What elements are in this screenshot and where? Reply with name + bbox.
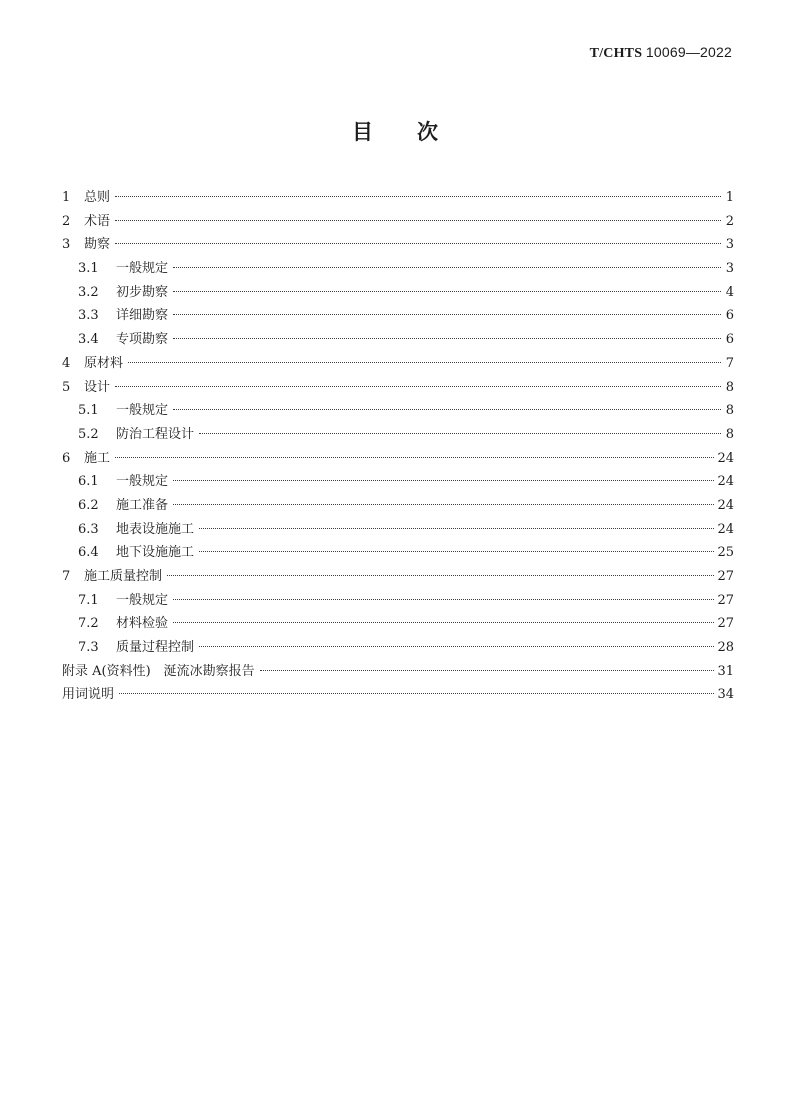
- toc-dot-leader: [173, 480, 714, 481]
- toc-entry-number: 6.4: [78, 545, 99, 561]
- toc-entry-title: 原材料: [84, 355, 124, 371]
- toc-entry-title: 一般规定: [116, 592, 169, 608]
- toc-entry[interactable]: [62, 257, 734, 281]
- toc-entry[interactable]: [62, 423, 734, 447]
- toc-entry-page: 8: [725, 426, 734, 442]
- toc-entry-title: 施工质量控制: [84, 569, 163, 584]
- toc-entry[interactable]: [62, 518, 734, 542]
- toc-entry[interactable]: [62, 494, 734, 518]
- toc-entry-title: 初步勘察: [116, 284, 169, 300]
- toc-entry-number: 7.2: [78, 616, 99, 632]
- toc-entry-number: 1: [62, 190, 71, 205]
- toc-entry[interactable]: [62, 328, 734, 352]
- toc-dot-leader: [173, 291, 721, 292]
- toc-entry-title: 勘察: [84, 237, 111, 253]
- toc-entry-number: 5: [62, 379, 71, 395]
- toc-entry-page: 24: [717, 497, 734, 513]
- toc-entry-title: 附录 A(资料性) 涎流冰勘察报告: [62, 663, 255, 679]
- toc-entry[interactable]: [62, 612, 734, 636]
- toc-entry-page: 25: [717, 545, 734, 561]
- toc-entry-page: 8: [725, 403, 734, 419]
- toc-dot-leader: [128, 362, 721, 363]
- toc-entry-number: 3.4: [78, 332, 99, 348]
- toc-entry-page: 27: [717, 616, 734, 632]
- toc-entry[interactable]: [62, 660, 734, 684]
- toc-title: 目次: [352, 120, 482, 144]
- toc-entry-title: 一般规定: [116, 403, 169, 419]
- toc-entry-page: 24: [717, 521, 734, 537]
- toc-dot-leader: [260, 670, 715, 671]
- toc-entry[interactable]: [62, 589, 734, 613]
- toc-entry-number: 5.2: [78, 426, 99, 442]
- toc-dot-leader: [199, 551, 714, 552]
- toc-dot-leader: [167, 575, 714, 576]
- toc-entry-page: 27: [717, 569, 734, 584]
- toc-entry-number: 6.3: [78, 521, 99, 537]
- toc-entry[interactable]: [62, 636, 734, 660]
- toc-entry-title: 一般规定: [116, 474, 169, 490]
- toc-entry-number: 3.1: [78, 261, 99, 277]
- toc-entry-page: 6: [725, 308, 734, 324]
- toc-entry-title: 施工: [84, 450, 111, 466]
- toc-entry-page: 1: [725, 190, 734, 205]
- toc-entry-title: 详细勘察: [116, 308, 169, 324]
- toc-entry[interactable]: [62, 447, 734, 471]
- toc-entry-title: 地下设施施工: [116, 545, 195, 561]
- toc-entry-title: 设计: [84, 379, 111, 395]
- document-code-number: 10069—2022: [645, 44, 732, 60]
- toc-dot-leader: [119, 693, 714, 694]
- toc-entry-page: 24: [717, 474, 734, 490]
- toc-dot-leader: [173, 504, 714, 505]
- toc-entry-number: 3.2: [78, 284, 99, 300]
- toc-entry-page: 7: [725, 355, 734, 371]
- toc-dot-leader: [173, 267, 721, 268]
- toc-entry-number: 7.3: [78, 640, 99, 656]
- toc-entry-page: 3: [725, 237, 734, 253]
- toc-entry-title: 专项勘察: [116, 332, 169, 348]
- toc-entry-page: 8: [725, 379, 734, 395]
- toc-entry-number: 6.2: [78, 497, 99, 513]
- toc-entry-page: 28: [717, 640, 734, 656]
- toc-entry-title: 防治工程设计: [116, 426, 195, 442]
- toc-entry-page: 34: [717, 687, 734, 703]
- toc-dot-leader: [115, 196, 721, 197]
- toc-dot-leader: [173, 338, 721, 339]
- toc-entry-title: 用词说明: [62, 687, 115, 703]
- toc-entry-number: 4: [62, 355, 71, 371]
- toc-entry[interactable]: [62, 541, 734, 565]
- toc-entry-page: 24: [717, 450, 734, 466]
- toc-entry-page: 2: [725, 213, 734, 229]
- document-code: [590, 44, 732, 62]
- toc-dot-leader: [115, 457, 714, 458]
- toc-dot-leader: [173, 622, 714, 623]
- toc-list: [62, 186, 734, 707]
- toc-entry-page: 4: [725, 284, 734, 300]
- toc-entry-title: 质量过程控制: [116, 640, 195, 656]
- toc-entry[interactable]: [62, 186, 734, 210]
- toc-entry-number: 6.1: [78, 474, 99, 490]
- toc-entry-number: 7.1: [78, 592, 99, 608]
- toc-entry-title: 施工准备: [116, 497, 169, 513]
- toc-entry[interactable]: [62, 565, 734, 589]
- toc-entry-number: 2: [62, 213, 71, 229]
- toc-entry[interactable]: [62, 683, 734, 707]
- toc-entry-page: 27: [717, 592, 734, 608]
- toc-entry[interactable]: [62, 352, 734, 376]
- toc-entry[interactable]: [62, 399, 734, 423]
- toc-entry-number: 3: [62, 237, 71, 253]
- toc-dot-leader: [115, 220, 721, 221]
- toc-entry[interactable]: [62, 210, 734, 234]
- toc-entry-number: 3.3: [78, 308, 99, 324]
- toc-dot-leader: [173, 599, 714, 600]
- toc-entry[interactable]: [62, 304, 734, 328]
- toc-dot-leader: [199, 528, 714, 529]
- toc-entry-title: 术语: [84, 213, 111, 229]
- toc-entry[interactable]: [62, 281, 734, 305]
- toc-entry-page: 3: [725, 261, 734, 277]
- toc-dot-leader: [173, 409, 721, 410]
- toc-entry-title: 材料检验: [116, 616, 169, 632]
- toc-dot-leader: [115, 243, 721, 244]
- toc-dot-leader: [115, 386, 721, 387]
- toc-entry-page: 6: [725, 332, 734, 348]
- toc-entry[interactable]: [62, 470, 734, 494]
- toc-dot-leader: [199, 646, 714, 647]
- toc-entry-title: 一般规定: [116, 261, 169, 277]
- toc-entry-title: 总则: [84, 190, 111, 205]
- toc-entry[interactable]: [62, 376, 734, 400]
- toc-entry-page: 31: [717, 663, 734, 679]
- document-code-prefix: T/CHTS: [589, 46, 643, 61]
- toc-entry-number: 7: [62, 569, 71, 584]
- toc-entry-number: 6: [62, 450, 71, 466]
- toc-dot-leader: [173, 314, 721, 315]
- toc-entry-title: 地表设施施工: [116, 521, 195, 537]
- toc-dot-leader: [199, 433, 721, 434]
- toc-entry-number: 5.1: [78, 403, 99, 419]
- toc-entry[interactable]: [62, 233, 734, 257]
